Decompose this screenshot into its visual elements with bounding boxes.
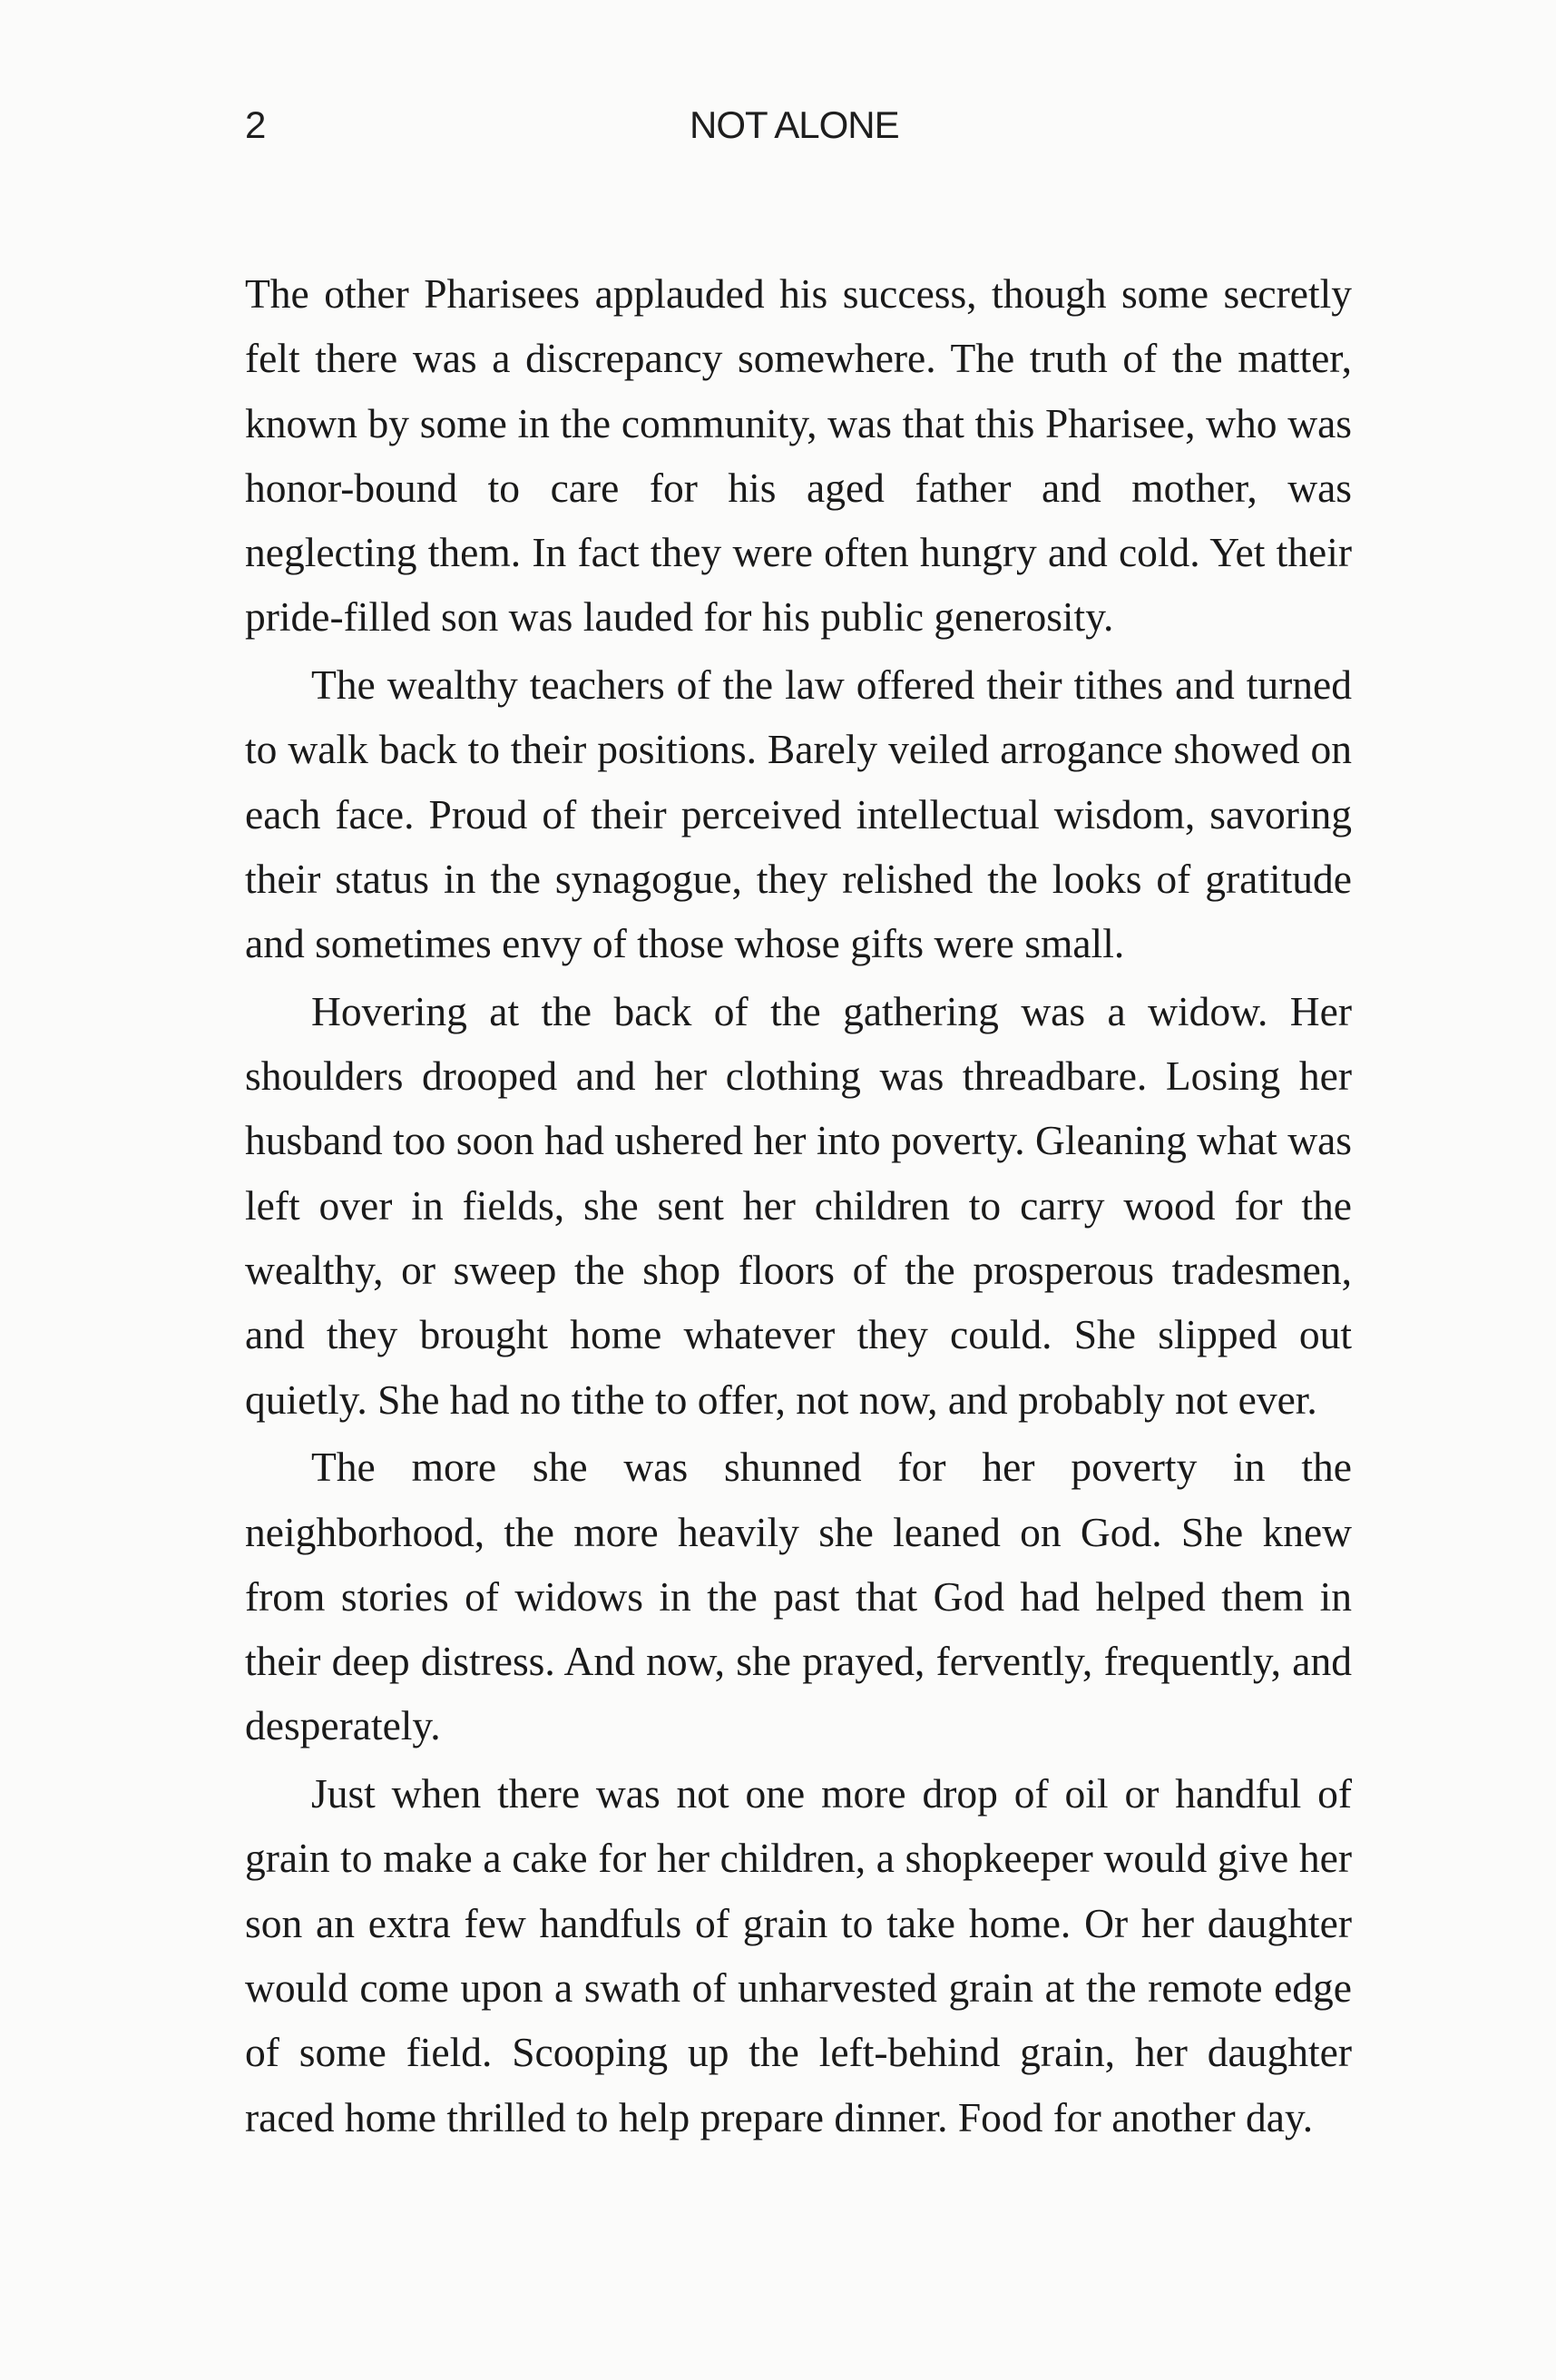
book-title: NOT ALONE xyxy=(690,103,899,146)
page-number: 2 xyxy=(245,103,266,146)
body-text xyxy=(245,261,1352,2152)
paragraph-1: The other Pharisees applauded his success, though some secretly felt there was a discrepancy somewhere. The truth of the matter, known by some in the community, was that this Pharisee, who was honor-bound to care for his aged father and mother, was neglecting them. In fact they were often hungry and cold. Yet their pride-filled son was lauded for his public generosity. xyxy=(245,270,1352,641)
paragraph-2: The wealthy teachers of the law offered their tithes and turned to walk back to their positions. Barely veiled arrogance showed on each face. Proud of their perceived intellectual wisdom, savoring their status in the synagogue, they relished the looks of gratitude and sometimes envy of those whose gifts were small. xyxy=(245,661,1352,967)
paragraph-3: Hovering at the back of the gathering was a widow. Her shoulders drooped and her clothing was threadbare. Losing her husband too soon had ushered her into poverty. Gleaning what was left over in fields, she sent her children to carry wood for the wealthy, or sweep the shop floors of the prosperous tradesmen, and they brought home whatever they could. She slipped out quietly. She had no tithe to offer, not now, and probably not ever. xyxy=(245,987,1352,1423)
running-head xyxy=(0,96,1556,160)
paragraph-5: Just when there was not one more drop of oil or handful of grain to make a cake for her children, a shopkeeper would give her son an extra few handfuls of grain to take home. Or her daughter would come upon a swath of unharvested grain at the remote edge of some field. Scooping up the left-behind grain, her daughter raced home thrilled to help prepare dinner. Food for another day. xyxy=(245,1770,1352,2140)
paragraph-4: The more she was shunned for her poverty in the neighborhood, the more heavily she leaned on God. She knew from stories of widows in the past that God had helped them in their deep distress. And now, she prayed, fervently, frequently, and desperately. xyxy=(245,1444,1352,1749)
